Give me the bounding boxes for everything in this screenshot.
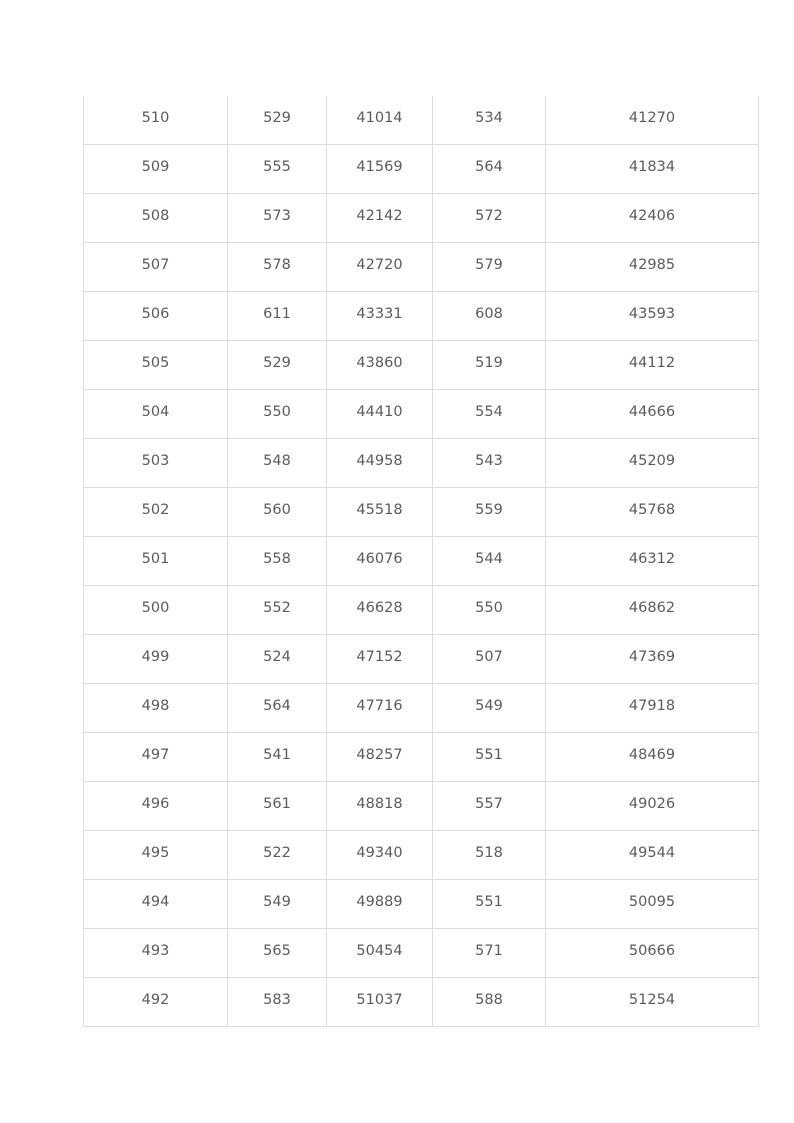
cumulative-cell	[327, 782, 433, 831]
score-cell	[84, 145, 228, 194]
score-cell	[84, 586, 228, 635]
cell-value: 561	[263, 796, 291, 812]
cell-value: 496	[141, 796, 170, 812]
score-cell	[84, 733, 228, 782]
cell-value: 499	[141, 649, 170, 665]
cumulative-cell-2	[546, 586, 759, 635]
cumulative-cell	[327, 537, 433, 586]
count-cell	[228, 439, 327, 488]
count-cell	[228, 292, 327, 341]
cell-value: 49026	[628, 796, 676, 812]
table-row	[84, 390, 759, 439]
cell-value: 500	[141, 600, 170, 616]
cell-value: 48469	[628, 747, 676, 763]
count-cell	[228, 537, 327, 586]
cumulative-cell	[327, 96, 433, 145]
cell-value: 46862	[628, 600, 676, 616]
cell-value: 503	[141, 453, 170, 469]
cell-value: 495	[141, 845, 170, 861]
cumulative-cell-2	[546, 684, 759, 733]
count-cell-2	[433, 292, 546, 341]
cell-value: 565	[263, 943, 291, 959]
count-cell	[228, 929, 327, 978]
cell-value: 564	[475, 159, 503, 175]
cumulative-cell	[327, 439, 433, 488]
cumulative-cell-2	[546, 341, 759, 390]
count-cell	[228, 586, 327, 635]
cell-value: 578	[263, 257, 291, 273]
cell-value: 508	[141, 208, 170, 224]
cell-value: 559	[475, 502, 503, 518]
score-cell	[84, 439, 228, 488]
cell-value: 548	[263, 453, 291, 469]
score-cell	[84, 782, 228, 831]
table-row	[84, 635, 759, 684]
cell-value: 557	[475, 796, 503, 812]
cumulative-cell	[327, 390, 433, 439]
count-cell	[228, 880, 327, 929]
cell-value: 501	[141, 551, 170, 567]
cell-value: 47918	[628, 698, 676, 714]
cell-value: 51037	[356, 992, 403, 1008]
table-row	[84, 880, 759, 929]
table-row	[84, 488, 759, 537]
count-cell-2	[433, 439, 546, 488]
table-row	[84, 96, 759, 145]
cell-value: 41270	[628, 110, 676, 126]
count-cell-2	[433, 831, 546, 880]
cell-value: 42720	[356, 257, 403, 273]
count-cell-2	[433, 145, 546, 194]
cell-value: 551	[475, 894, 503, 910]
cell-value: 46312	[628, 551, 676, 567]
score-cell	[84, 488, 228, 537]
cell-value: 549	[475, 698, 503, 714]
cumulative-cell	[327, 145, 433, 194]
cell-value: 42406	[628, 208, 676, 224]
score-cell	[84, 96, 228, 145]
cell-value: 45209	[628, 453, 676, 469]
cell-value: 564	[263, 698, 291, 714]
cumulative-cell	[327, 978, 433, 1027]
cumulative-cell	[327, 586, 433, 635]
cell-value: 509	[141, 159, 170, 175]
cell-value: 534	[475, 110, 503, 126]
cell-value: 47369	[628, 649, 676, 665]
count-cell	[228, 978, 327, 1027]
count-cell-2	[433, 978, 546, 1027]
cumulative-cell-2	[546, 978, 759, 1027]
cumulative-cell	[327, 194, 433, 243]
cumulative-cell	[327, 488, 433, 537]
count-cell-2	[433, 635, 546, 684]
cell-value: 46628	[356, 600, 403, 616]
cell-value: 555	[263, 159, 291, 175]
cell-value: 497	[141, 747, 170, 763]
cell-value: 552	[263, 600, 291, 616]
count-cell-2	[433, 537, 546, 586]
score-cell	[84, 537, 228, 586]
cell-value: 510	[141, 110, 170, 126]
cell-value: 544	[475, 551, 503, 567]
count-cell	[228, 390, 327, 439]
score-cell	[84, 243, 228, 292]
cell-value: 41569	[356, 159, 403, 175]
cell-value: 583	[263, 992, 291, 1008]
count-cell	[228, 96, 327, 145]
cell-value: 42142	[356, 208, 403, 224]
cell-value: 50095	[628, 894, 676, 910]
cell-value: 42985	[628, 257, 676, 273]
cumulative-cell-2	[546, 96, 759, 145]
score-cell	[84, 341, 228, 390]
cumulative-cell	[327, 341, 433, 390]
cumulative-cell-2	[546, 733, 759, 782]
cell-value: 41834	[628, 159, 676, 175]
cell-value: 50666	[628, 943, 676, 959]
table-row	[84, 243, 759, 292]
cell-value: 43331	[356, 306, 403, 322]
cell-value: 48818	[356, 796, 403, 812]
count-cell-2	[433, 194, 546, 243]
table-row	[84, 292, 759, 341]
count-cell	[228, 194, 327, 243]
cell-value: 47152	[356, 649, 403, 665]
cell-value: 49340	[356, 845, 403, 861]
cell-value: 49889	[356, 894, 403, 910]
cell-value: 550	[475, 600, 503, 616]
cell-value: 507	[475, 649, 503, 665]
count-cell-2	[433, 341, 546, 390]
cell-value: 550	[263, 404, 291, 420]
cell-value: 46076	[356, 551, 403, 567]
cumulative-cell-2	[546, 929, 759, 978]
cell-value: 560	[263, 502, 291, 518]
cell-value: 505	[141, 355, 170, 371]
count-cell	[228, 782, 327, 831]
table-row	[84, 439, 759, 488]
cell-value: 522	[263, 845, 291, 861]
score-cell	[84, 929, 228, 978]
table-row	[84, 733, 759, 782]
count-cell-2	[433, 684, 546, 733]
cell-value: 44410	[356, 404, 403, 420]
count-cell	[228, 684, 327, 733]
cell-value: 541	[263, 747, 291, 763]
cell-value: 543	[475, 453, 503, 469]
count-cell	[228, 831, 327, 880]
count-cell-2	[433, 929, 546, 978]
table-row	[84, 586, 759, 635]
cell-value: 45768	[628, 502, 676, 518]
score-cell	[84, 880, 228, 929]
cell-value: 44666	[628, 404, 676, 420]
cell-value: 44112	[628, 355, 676, 371]
cumulative-cell	[327, 831, 433, 880]
cell-value: 45518	[356, 502, 403, 518]
cell-value: 48257	[356, 747, 403, 763]
count-cell-2	[433, 243, 546, 292]
score-table	[83, 96, 759, 1027]
score-cell	[84, 292, 228, 341]
cell-value: 571	[475, 943, 503, 959]
cell-value: 47716	[356, 698, 403, 714]
cell-value: 572	[475, 208, 503, 224]
cumulative-cell	[327, 880, 433, 929]
cell-value: 41014	[356, 110, 403, 126]
cell-value: 519	[475, 355, 503, 371]
count-cell	[228, 635, 327, 684]
table-row	[84, 831, 759, 880]
cumulative-cell	[327, 929, 433, 978]
cumulative-cell	[327, 243, 433, 292]
cumulative-cell	[327, 292, 433, 341]
score-cell	[84, 194, 228, 243]
cumulative-cell-2	[546, 537, 759, 586]
cumulative-cell-2	[546, 488, 759, 537]
cell-value: 549	[263, 894, 291, 910]
cell-value: 494	[141, 894, 170, 910]
count-cell	[228, 145, 327, 194]
cumulative-cell	[327, 684, 433, 733]
score-cell	[84, 978, 228, 1027]
count-cell	[228, 733, 327, 782]
cell-value: 558	[263, 551, 291, 567]
count-cell	[228, 341, 327, 390]
cell-value: 49544	[628, 845, 676, 861]
cumulative-cell-2	[546, 439, 759, 488]
count-cell	[228, 488, 327, 537]
cell-value: 498	[141, 698, 170, 714]
score-cell	[84, 390, 228, 439]
cell-value: 518	[475, 845, 503, 861]
score-cell	[84, 831, 228, 880]
table-row	[84, 537, 759, 586]
cell-value: 50454	[356, 943, 403, 959]
cell-value: 493	[141, 943, 170, 959]
score-cell	[84, 635, 228, 684]
cell-value: 611	[263, 306, 291, 322]
count-cell-2	[433, 880, 546, 929]
count-cell-2	[433, 390, 546, 439]
cumulative-cell-2	[546, 782, 759, 831]
cell-value: 507	[141, 257, 170, 273]
cumulative-cell-2	[546, 194, 759, 243]
count-cell	[228, 243, 327, 292]
cell-value: 506	[141, 306, 170, 322]
cell-value: 529	[263, 355, 291, 371]
cell-value: 529	[263, 110, 291, 126]
count-cell-2	[433, 586, 546, 635]
cell-value: 43593	[628, 306, 676, 322]
cumulative-cell-2	[546, 390, 759, 439]
table-row	[84, 194, 759, 243]
cell-value: 551	[475, 747, 503, 763]
cell-value: 44958	[356, 453, 403, 469]
cell-value: 588	[475, 992, 503, 1008]
cumulative-cell-2	[546, 292, 759, 341]
cell-value: 502	[141, 502, 170, 518]
cumulative-cell-2	[546, 831, 759, 880]
count-cell-2	[433, 733, 546, 782]
table-row	[84, 341, 759, 390]
table-row	[84, 978, 759, 1027]
count-cell-2	[433, 96, 546, 145]
cell-value: 554	[475, 404, 503, 420]
cumulative-cell-2	[546, 243, 759, 292]
table-row	[84, 782, 759, 831]
cumulative-cell-2	[546, 880, 759, 929]
cell-value: 524	[263, 649, 291, 665]
cumulative-cell-2	[546, 145, 759, 194]
table-row	[84, 684, 759, 733]
count-cell-2	[433, 782, 546, 831]
cell-value: 579	[475, 257, 503, 273]
cumulative-cell	[327, 635, 433, 684]
score-table-body	[84, 96, 759, 1027]
cumulative-cell-2	[546, 635, 759, 684]
cell-value: 51254	[628, 992, 676, 1008]
score-cell	[84, 684, 228, 733]
cumulative-cell	[327, 733, 433, 782]
table-row	[84, 929, 759, 978]
table-row	[84, 145, 759, 194]
cell-value: 492	[141, 992, 170, 1008]
cell-value: 504	[141, 404, 170, 420]
count-cell-2	[433, 488, 546, 537]
cell-value: 43860	[356, 355, 403, 371]
cell-value: 608	[475, 306, 503, 322]
cell-value: 573	[263, 208, 291, 224]
